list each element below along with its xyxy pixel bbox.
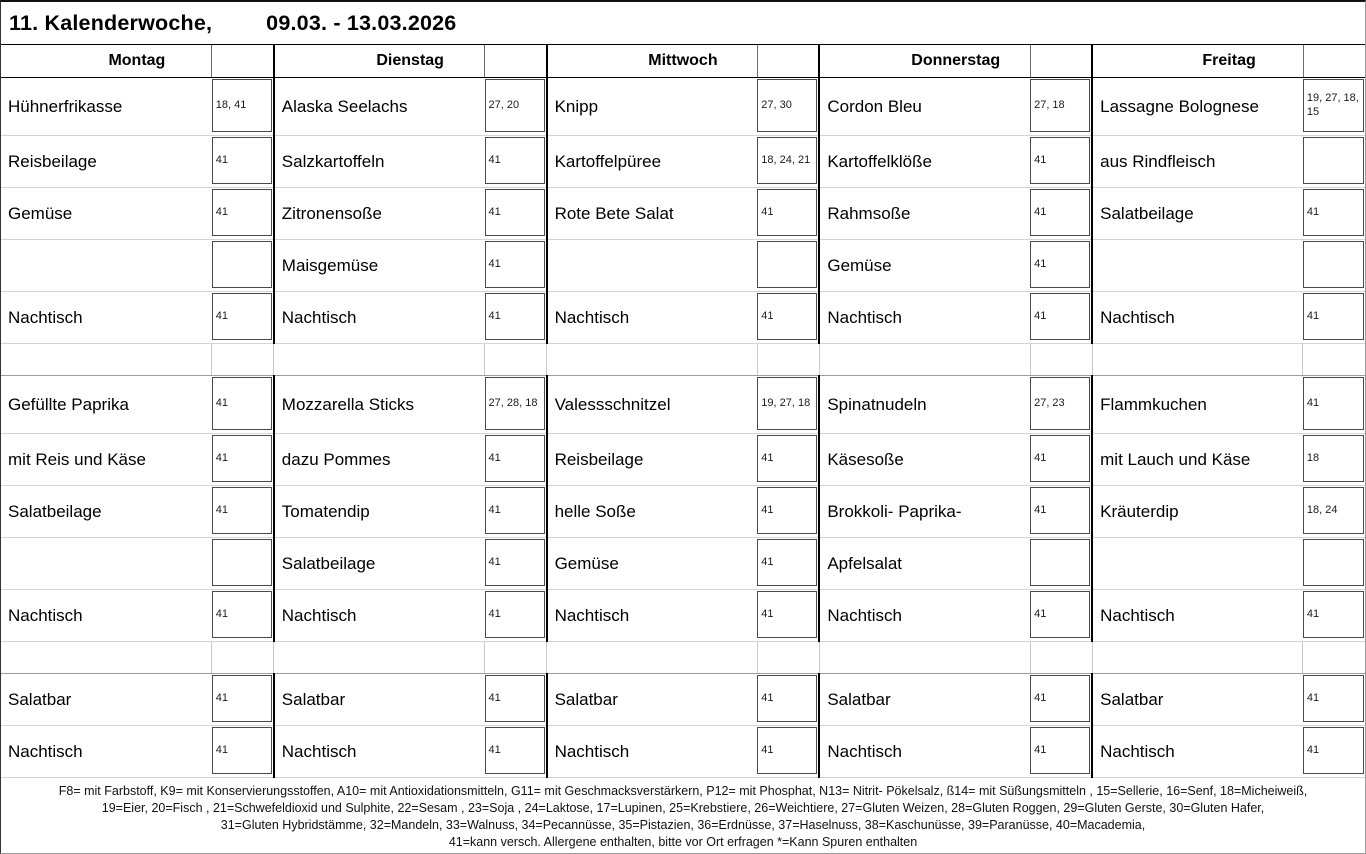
allergen-cell <box>485 538 547 590</box>
allergen-codes: 41 <box>757 539 817 586</box>
dish-name: Salatbeilage <box>274 538 485 590</box>
dish-name: Salatbeilage <box>1092 188 1303 240</box>
allergen-codes: 41 <box>485 591 545 638</box>
dish-name: Flammkuchen <box>1092 376 1303 434</box>
allergen-cell <box>485 188 547 240</box>
legend-line: 19=Eier, 20=Fisch , 21=Schwefeldioxid und Sulphite, 22=Sesam , 23=Soja , 24=Laktose, 17=Lupinen, 25=Krebstiere, 26=Weichtiere, 27=Gluten Weizen, 28=Gluten Roggen, 29=Gluten Gerste, 30=Gluten Hafer, <box>101 801 1265 815</box>
day-header-freitag: Freitag <box>1092 45 1365 78</box>
allergen-codes: 41 <box>485 487 545 534</box>
dish-name: Rahmsoße <box>819 188 1030 240</box>
menu-row <box>1 590 1365 642</box>
allergen-codes: 41 <box>1030 137 1090 184</box>
allergen-codes: 41 <box>485 539 545 586</box>
menu-row <box>1 674 1365 726</box>
dish-name: Lassagne Bolognese <box>1092 78 1303 136</box>
allergen-cell <box>212 188 274 240</box>
allergen-codes: 41 <box>757 591 817 638</box>
allergen-codes <box>212 539 272 586</box>
dish-name: Brokkoli- Paprika- <box>819 486 1030 538</box>
dish-name: Nachtisch <box>274 292 485 344</box>
allergen-codes <box>757 241 817 288</box>
dish-name: Käsesoße <box>819 434 1030 486</box>
dish-name: Nachtisch <box>1092 590 1303 642</box>
dish-name: Salatbar <box>1 674 212 726</box>
allergen-codes: 41 <box>1303 675 1364 722</box>
allergen-cell <box>212 292 274 344</box>
dish-name: Salatbar <box>547 674 758 726</box>
dish-name: Rote Bete Salat <box>547 188 758 240</box>
allergen-cell <box>757 376 819 434</box>
dish-name: Nachtisch <box>547 590 758 642</box>
allergen-codes <box>1303 137 1364 184</box>
allergen-cell <box>485 590 547 642</box>
allergen-cell <box>485 376 547 434</box>
dish-name: Reisbeilage <box>547 434 758 486</box>
allergen-cell <box>212 376 274 434</box>
allergen-codes: 41 <box>1030 675 1090 722</box>
day-header-montag: Montag <box>1 45 274 78</box>
allergen-codes <box>1030 539 1090 586</box>
allergen-cell <box>1030 538 1092 590</box>
allergen-codes: 41 <box>1303 377 1364 430</box>
allergen-cell <box>757 674 819 726</box>
allergen-codes: 27, 28, 18 <box>485 377 545 430</box>
dish-name: Kartoffelpüree <box>547 136 758 188</box>
dish-name: Kräuterdip <box>1092 486 1303 538</box>
day-header-donnerstag: Donnerstag <box>819 45 1092 78</box>
dish-name: Salatbeilage <box>1 486 212 538</box>
dish-name: Hühnerfrikasse <box>1 78 212 136</box>
dish-name: mit Lauch und Käse <box>1092 434 1303 486</box>
dish-name: Tomatendip <box>274 486 485 538</box>
allergen-codes: 41 <box>212 435 272 482</box>
allergen-codes: 41 <box>1303 591 1364 638</box>
menu-row <box>1 538 1365 590</box>
week-title: 11. Kalenderwoche, <box>9 10 213 35</box>
allergen-cell <box>1303 78 1365 136</box>
dish-name: Nachtisch <box>274 590 485 642</box>
legend-line: 41=kann versch. Allergene enthalten, bitte vor Ort erfragen *=Kann Spuren enthalten <box>448 835 918 849</box>
dish-name: dazu Pommes <box>274 434 485 486</box>
allergen-codes <box>1303 539 1364 586</box>
allergen-cell <box>1030 486 1092 538</box>
menu-row <box>1 376 1365 434</box>
day-header-row <box>1 45 1365 78</box>
allergen-legend <box>1 783 1365 851</box>
allergen-cell <box>212 78 274 136</box>
allergen-cell <box>757 188 819 240</box>
dish-name: Valessschnitzel <box>547 376 758 434</box>
allergen-codes: 41 <box>1030 487 1090 534</box>
dish-name: Gemüse <box>819 240 1030 292</box>
allergen-cell <box>1303 674 1365 726</box>
dish-name: Nachtisch <box>1092 726 1303 778</box>
allergen-codes: 41 <box>485 675 545 722</box>
allergen-cell <box>757 726 819 778</box>
allergen-codes: 41 <box>757 487 817 534</box>
allergen-codes: 41 <box>212 591 272 638</box>
allergen-codes: 41 <box>485 727 545 774</box>
menu-table <box>1 44 1365 778</box>
dish-name: Apfelsalat <box>819 538 1030 590</box>
menu-row <box>1 726 1365 778</box>
allergen-cell <box>485 292 547 344</box>
allergen-cell <box>485 486 547 538</box>
dish-name <box>1 240 212 292</box>
dish-name: Salatbar <box>1092 674 1303 726</box>
allergen-cell <box>1030 136 1092 188</box>
allergen-cell <box>212 590 274 642</box>
allergen-codes: 41 <box>1030 293 1090 340</box>
allergen-codes: 41 <box>485 435 545 482</box>
dish-name: Spinatnudeln <box>819 376 1030 434</box>
menu-row <box>1 486 1365 538</box>
allergen-codes: 41 <box>757 293 817 340</box>
allergen-codes: 41 <box>1303 727 1364 774</box>
allergen-cell <box>1303 590 1365 642</box>
allergen-cell <box>485 674 547 726</box>
allergen-codes: 18, 24 <box>1303 487 1364 534</box>
allergen-cell <box>485 78 547 136</box>
allergen-codes <box>1303 241 1364 288</box>
dish-name <box>547 240 758 292</box>
allergen-cell <box>212 486 274 538</box>
allergen-codes: 41 <box>1030 727 1090 774</box>
menu-row <box>1 292 1365 344</box>
allergen-cell <box>1303 188 1365 240</box>
allergen-codes: 18 <box>1303 435 1364 482</box>
allergen-codes: 41 <box>485 293 545 340</box>
allergen-codes: 41 <box>757 435 817 482</box>
allergen-codes: 19, 27, 18 <box>757 377 817 430</box>
allergen-codes: 41 <box>1303 189 1364 236</box>
dish-name: Mozzarella Sticks <box>274 376 485 434</box>
allergen-cell <box>757 136 819 188</box>
allergen-codes: 27, 30 <box>757 79 817 132</box>
dish-name <box>1 538 212 590</box>
dish-name: Nachtisch <box>274 726 485 778</box>
allergen-cell <box>212 434 274 486</box>
dish-name: Nachtisch <box>819 726 1030 778</box>
dish-name: Reisbeilage <box>1 136 212 188</box>
allergen-cell <box>1303 376 1365 434</box>
allergen-codes: 41 <box>757 189 817 236</box>
allergen-cell <box>1030 292 1092 344</box>
allergen-codes: 41 <box>1030 241 1090 288</box>
menu-section-2 <box>1 376 1365 642</box>
allergen-cell <box>1030 188 1092 240</box>
day-header-mittwoch: Mittwoch <box>547 45 820 78</box>
allergen-cell <box>212 136 274 188</box>
dish-name: Nachtisch <box>1 590 212 642</box>
allergen-codes: 41 <box>212 675 272 722</box>
allergen-cell <box>1303 136 1365 188</box>
allergen-codes: 41 <box>485 189 545 236</box>
allergen-cell <box>1030 240 1092 292</box>
allergen-cell <box>1303 486 1365 538</box>
dish-name: aus Rindfleisch <box>1092 136 1303 188</box>
allergen-codes: 41 <box>1030 591 1090 638</box>
allergen-cell <box>485 726 547 778</box>
dish-name: Knipp <box>547 78 758 136</box>
dish-name: Maisgemüse <box>274 240 485 292</box>
dish-name: Zitronensoße <box>274 188 485 240</box>
allergen-cell <box>1303 434 1365 486</box>
allergen-codes: 27, 20 <box>485 79 545 132</box>
menu-section-salatbar <box>1 674 1365 778</box>
allergen-cell <box>212 726 274 778</box>
allergen-codes: 27, 23 <box>1030 377 1090 430</box>
dish-name: Gemüse <box>547 538 758 590</box>
allergen-cell <box>757 78 819 136</box>
allergen-cell <box>1303 726 1365 778</box>
dish-name <box>1092 240 1303 292</box>
allergen-codes: 18, 24, 21 <box>757 137 817 184</box>
menu-row <box>1 188 1365 240</box>
section-spacer <box>1 642 1365 674</box>
allergen-cell <box>757 590 819 642</box>
legend-line: 31=Gluten Hybridstämme, 32=Mandeln, 33=Walnuss, 34=Pecannüsse, 35=Pistazien, 36=Erdnüsse, 37=Haselnuss, 38=Kaschunüsse, 39=Paranüsse, 40=Macademia, <box>220 818 1146 832</box>
dish-name: Nachtisch <box>1092 292 1303 344</box>
allergen-cell <box>1030 376 1092 434</box>
allergen-cell <box>1303 538 1365 590</box>
allergen-codes: 41 <box>212 377 272 430</box>
allergen-cell <box>757 240 819 292</box>
menu-section-1 <box>1 78 1365 344</box>
dish-name: Cordon Bleu <box>819 78 1030 136</box>
allergen-cell <box>1030 78 1092 136</box>
allergen-codes: 41 <box>485 137 545 184</box>
allergen-cell <box>212 674 274 726</box>
allergen-codes: 41 <box>757 675 817 722</box>
allergen-cell <box>1030 434 1092 486</box>
allergen-cell <box>212 538 274 590</box>
allergen-codes: 41 <box>485 241 545 288</box>
allergen-codes: 41 <box>1030 189 1090 236</box>
allergen-codes: 41 <box>212 293 272 340</box>
allergen-cell <box>1303 292 1365 344</box>
dish-name: helle Soße <box>547 486 758 538</box>
dish-name: Nachtisch <box>819 292 1030 344</box>
allergen-codes: 41 <box>757 727 817 774</box>
allergen-cell <box>757 538 819 590</box>
menu-row <box>1 434 1365 486</box>
allergen-cell <box>1303 240 1365 292</box>
dish-name: Nachtisch <box>1 292 212 344</box>
dish-name: Gemüse <box>1 188 212 240</box>
dish-name: Nachtisch <box>819 590 1030 642</box>
allergen-codes: 27, 18 <box>1030 79 1090 132</box>
allergen-cell <box>485 136 547 188</box>
dish-name <box>1092 538 1303 590</box>
allergen-cell <box>212 240 274 292</box>
allergen-codes: 41 <box>1303 293 1364 340</box>
allergen-cell <box>1030 590 1092 642</box>
allergen-cell <box>757 486 819 538</box>
allergen-codes: 18, 41 <box>212 79 272 132</box>
allergen-codes: 41 <box>212 137 272 184</box>
menu-row <box>1 240 1365 292</box>
dish-name: Salatbar <box>819 674 1030 726</box>
allergen-codes: 41 <box>212 487 272 534</box>
date-range: 09.03. - 13.03.2026 <box>266 10 457 35</box>
allergen-codes: 41 <box>212 189 272 236</box>
allergen-codes: 41 <box>212 727 272 774</box>
allergen-cell <box>485 434 547 486</box>
dish-name: Salatbar <box>274 674 485 726</box>
document-title <box>1 2 1365 44</box>
allergen-cell <box>757 292 819 344</box>
dish-name: Nachtisch <box>547 726 758 778</box>
allergen-cell <box>485 240 547 292</box>
allergen-codes <box>212 241 272 288</box>
day-header-dienstag: Dienstag <box>274 45 547 78</box>
menu-row <box>1 78 1365 136</box>
dish-name: Gefüllte Paprika <box>1 376 212 434</box>
allergen-cell <box>1030 726 1092 778</box>
dish-name: Alaska Seelachs <box>274 78 485 136</box>
allergen-cell <box>757 434 819 486</box>
allergen-codes: 41 <box>1030 435 1090 482</box>
menu-row <box>1 136 1365 188</box>
allergen-codes: 19, 27, 18, 15 <box>1303 79 1364 132</box>
dish-name: Kartoffelklöße <box>819 136 1030 188</box>
allergen-cell <box>1030 674 1092 726</box>
legend-line: F8= mit Farbstoff, K9= mit Konservierungsstoffen, A10= mit Antioxidationsmitteln, G11= mit Geschmacksverstärkern, P12= mit Phosphat, N13= Nitrit- Pökelsalz, ß14= mit Süßungsmitteln , 15=Sellerie, 16=Senf, 18=Micheiweiß, <box>58 784 1308 798</box>
dish-name: Nachtisch <box>547 292 758 344</box>
section-spacer <box>1 344 1365 376</box>
dish-name: Nachtisch <box>1 726 212 778</box>
dish-name: mit Reis und Käse <box>1 434 212 486</box>
dish-name: Salzkartoffeln <box>274 136 485 188</box>
